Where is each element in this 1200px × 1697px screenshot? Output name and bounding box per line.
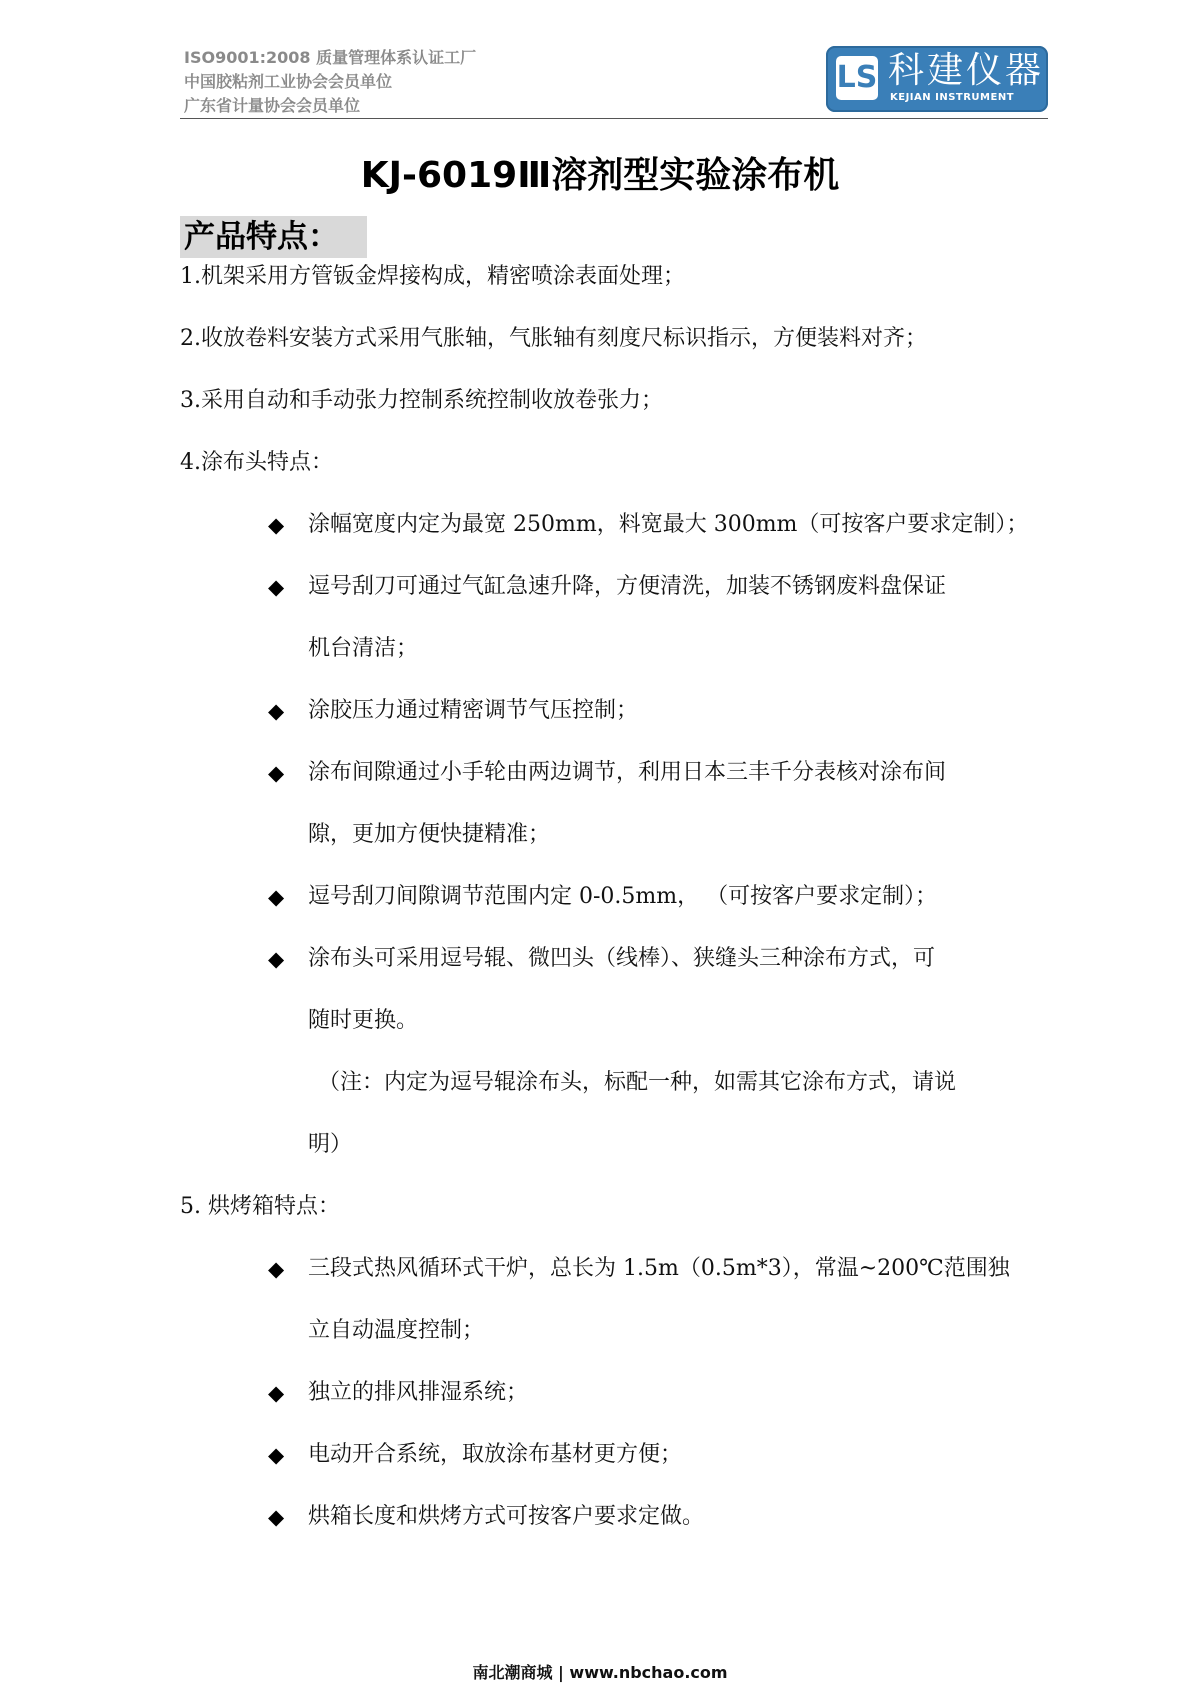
bullet-diamond-icon: ◆ [268, 947, 285, 971]
page-footer: 南北潮商城 | www.nbchao.com [472, 1663, 728, 1682]
cert-line-iso: ISO9001:2008 质量管理体系认证工厂 [184, 48, 477, 67]
cert-line-metrology-association: 广东省计量协会会员单位 [184, 96, 361, 115]
feature-item-4-heading: 4.涂布头特点： [180, 450, 333, 475]
oven-bullet-1-cont: 立自动温度控制； [308, 1318, 485, 1343]
bullet-diamond-icon: ◆ [268, 885, 285, 909]
bullet-diamond-icon: ◆ [268, 1505, 285, 1529]
coating-head-bullet-2-cont: 机台清洁； [308, 636, 419, 661]
coating-head-note: （注：内定为逗号辊涂布头，标配一种，如需其它涂布方式，请说 [318, 1070, 957, 1095]
coating-head-bullet-6-cont: 随时更换。 [308, 1008, 419, 1033]
bullet-diamond-icon: ◆ [268, 699, 285, 723]
coating-head-bullet-5: 逗号刮刀间隙调节范围内定 0-0.5mm， （可按客户要求定制）； [308, 884, 938, 909]
bullet-diamond-icon: ◆ [268, 513, 285, 537]
company-logo [826, 46, 1048, 112]
page-header [180, 44, 1048, 119]
coating-head-note-cont: 明） [308, 1132, 353, 1157]
section-heading-features: 产品特点： [180, 216, 367, 258]
feature-item-2: 2.收放卷料安装方式采用气胀轴，气胀轴有刻度尺标识指示，方便装料对齐； [180, 326, 927, 351]
oven-bullet-3: 电动开合系统，取放涂布基材更方便； [308, 1442, 683, 1467]
bullet-diamond-icon: ◆ [268, 1381, 285, 1405]
coating-head-bullet-6: 涂布头可采用逗号辊、微凹头（线棒）、狭缝头三种涂布方式，可 [308, 946, 936, 971]
certification-lines [184, 46, 476, 118]
document-title: KJ-6019Ⅲ溶剂型实验涂布机 [360, 155, 840, 196]
coating-head-bullet-2: 逗号刮刀可通过气缸急速升降，方便清洗，加装不锈钢废料盘保证 [308, 574, 947, 599]
cert-line-adhesive-association: 中国胶粘剂工业协会会员单位 [184, 72, 393, 91]
logo-name-en: KEJIAN INSTRUMENT [890, 92, 1015, 103]
bullet-diamond-icon: ◆ [268, 761, 285, 785]
bullet-diamond-icon: ◆ [268, 575, 285, 599]
logo-mark-icon: LS [836, 56, 878, 100]
logo-name-cn: 科建仪器 [888, 50, 1045, 91]
feature-item-1: 1.机架采用方管钣金焊接构成，精密喷涂表面处理； [180, 264, 685, 289]
oven-bullet-4: 烘箱长度和烘烤方式可按客户要求定做。 [308, 1504, 705, 1529]
coating-head-bullet-3: 涂胶压力通过精密调节气压控制； [308, 698, 639, 723]
oven-bullet-2: 独立的排风排湿系统； [308, 1380, 529, 1405]
oven-bullet-1: 三段式热风循环式干炉，总长为 1.5m（0.5m*3），常温~200℃范围独 [308, 1256, 1010, 1281]
feature-item-5-heading: 5. 烘烤箱特点： [180, 1194, 340, 1219]
coating-head-bullet-4-cont: 隙，更加方便快捷精准； [308, 822, 551, 847]
coating-head-bullet-1: 涂幅宽度内定为最宽 250mm，料宽最大 300mm（可按客户要求定制）； [308, 512, 1029, 537]
feature-item-3: 3.采用自动和手动张力控制系统控制收放卷张力； [180, 388, 663, 413]
bullet-diamond-icon: ◆ [268, 1443, 285, 1467]
bullet-diamond-icon: ◆ [268, 1257, 285, 1281]
coating-head-bullet-4: 涂布间隙通过小手轮由两边调节，利用日本三丰千分表核对涂布间 [308, 760, 947, 785]
